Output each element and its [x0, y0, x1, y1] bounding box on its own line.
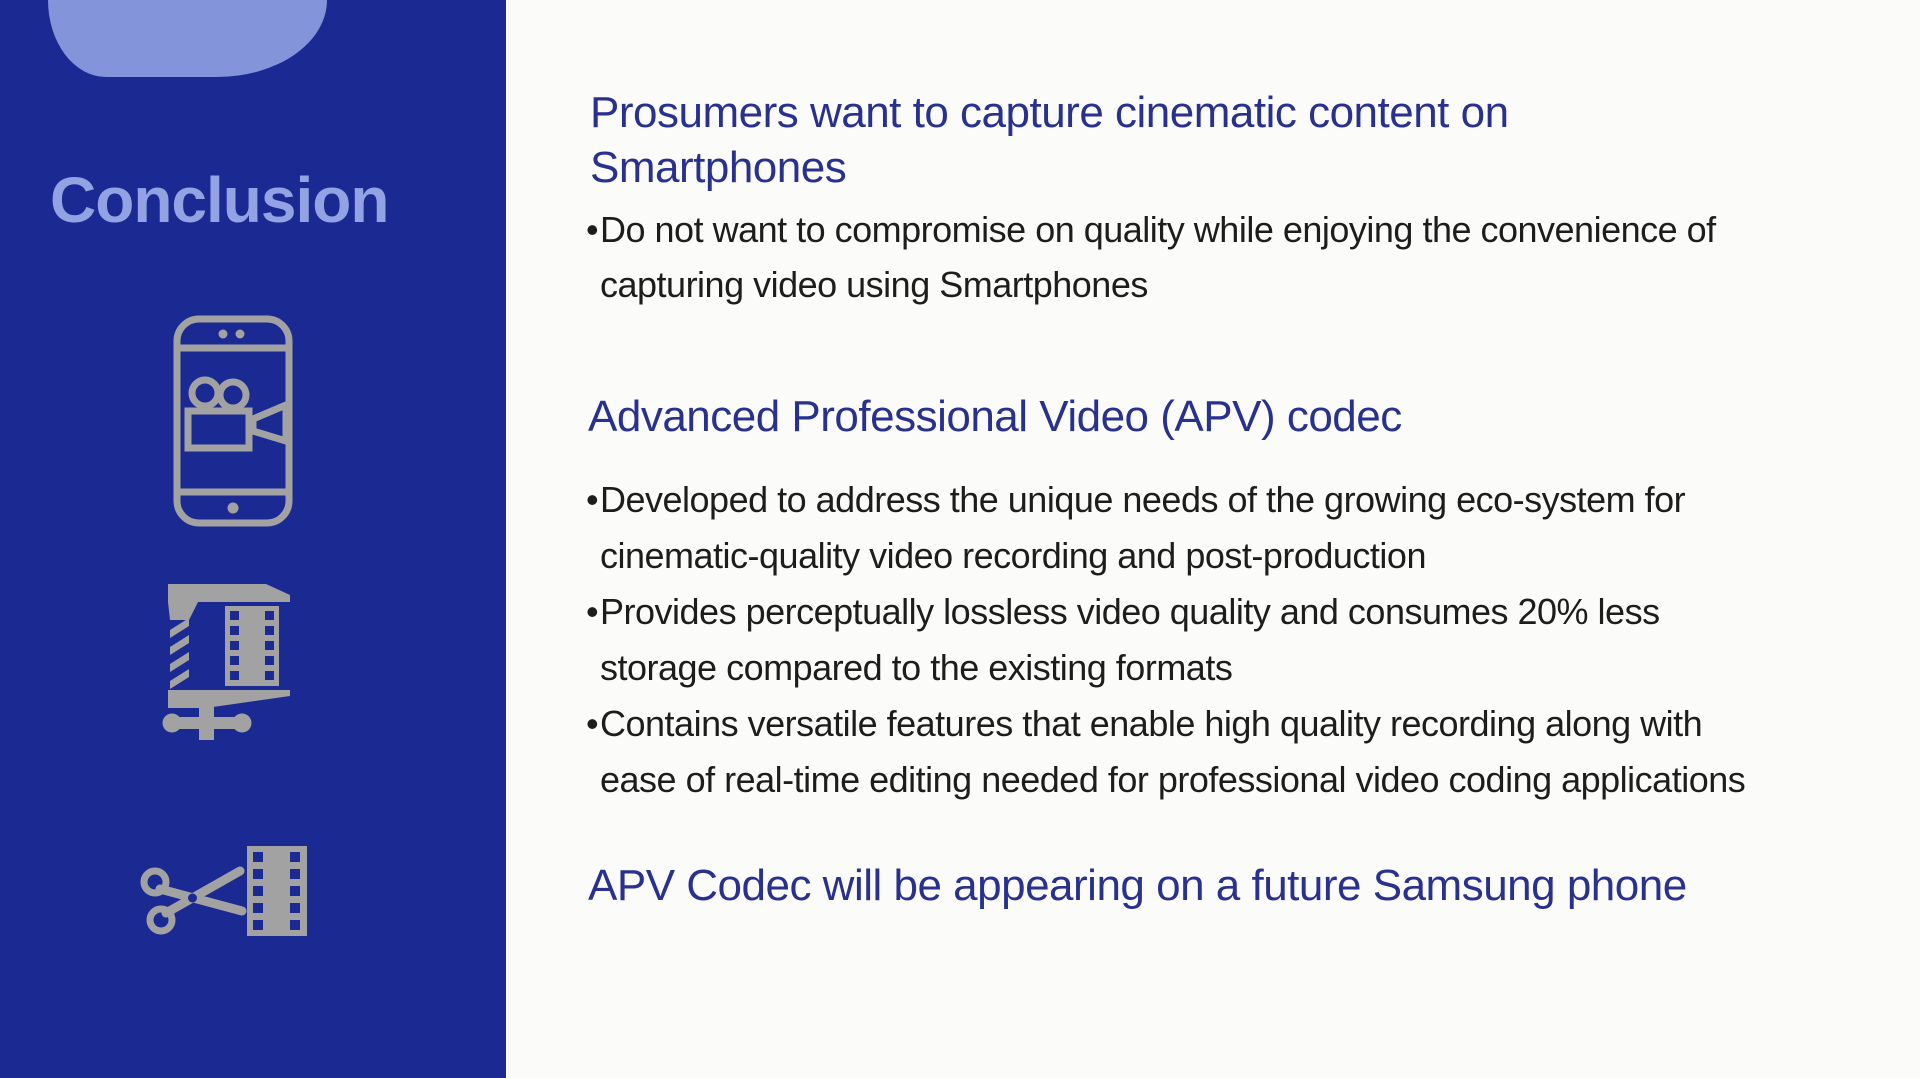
closing-statement: APV Codec will be appearing on a future Samsung phone — [588, 861, 1687, 910]
smartphone-video-icon — [173, 315, 293, 527]
bullet-line: capturing video using Smartphones — [600, 264, 1148, 305]
slide-section-title: Conclusion — [50, 164, 389, 236]
section2-bullet-list — [586, 472, 1745, 808]
bullet-line: storage compared to the existing formats — [600, 647, 1233, 688]
decorative-blob — [48, 0, 327, 77]
bullet-item — [586, 696, 1745, 808]
bullet-item — [586, 202, 1716, 312]
cut-film-icon — [140, 845, 307, 937]
bullet-marker: • — [586, 209, 599, 250]
heading-line: Prosumers want to capture cinematic content on — [590, 88, 1509, 137]
bullet-marker: • — [586, 591, 599, 632]
bullet-marker: • — [586, 479, 599, 520]
bullet-text — [600, 696, 1745, 808]
bullet-line: ease of real-time editing needed for professional video coding applications — [600, 759, 1746, 800]
bullet-text — [600, 202, 1716, 312]
bullet-item — [586, 584, 1745, 696]
bullet-marker: • — [586, 703, 599, 744]
bullet-line: Contains versatile features that enable high quality recording along with — [600, 703, 1703, 744]
heading-line: Smartphones — [590, 143, 847, 192]
section1-heading — [590, 85, 1509, 195]
bullet-line: cinematic-quality video recording and post-production — [600, 535, 1426, 576]
bullet-text — [600, 584, 1660, 696]
section1-bullet-list — [586, 202, 1716, 312]
bullet-line: Developed to address the unique needs of the growing eco-system for — [600, 479, 1686, 520]
bullet-text — [600, 472, 1685, 584]
bullet-item — [586, 472, 1745, 584]
section2-heading: Advanced Professional Video (APV) codec — [588, 392, 1402, 441]
bullet-line: Provides perceptually lossless video quality and consumes 20% less — [600, 591, 1660, 632]
compress-video-icon — [162, 582, 292, 740]
sidebar — [0, 0, 506, 1078]
bullet-line: Do not want to compromise on quality while enjoying the convenience of — [600, 209, 1716, 250]
content-area — [506, 0, 1920, 1078]
